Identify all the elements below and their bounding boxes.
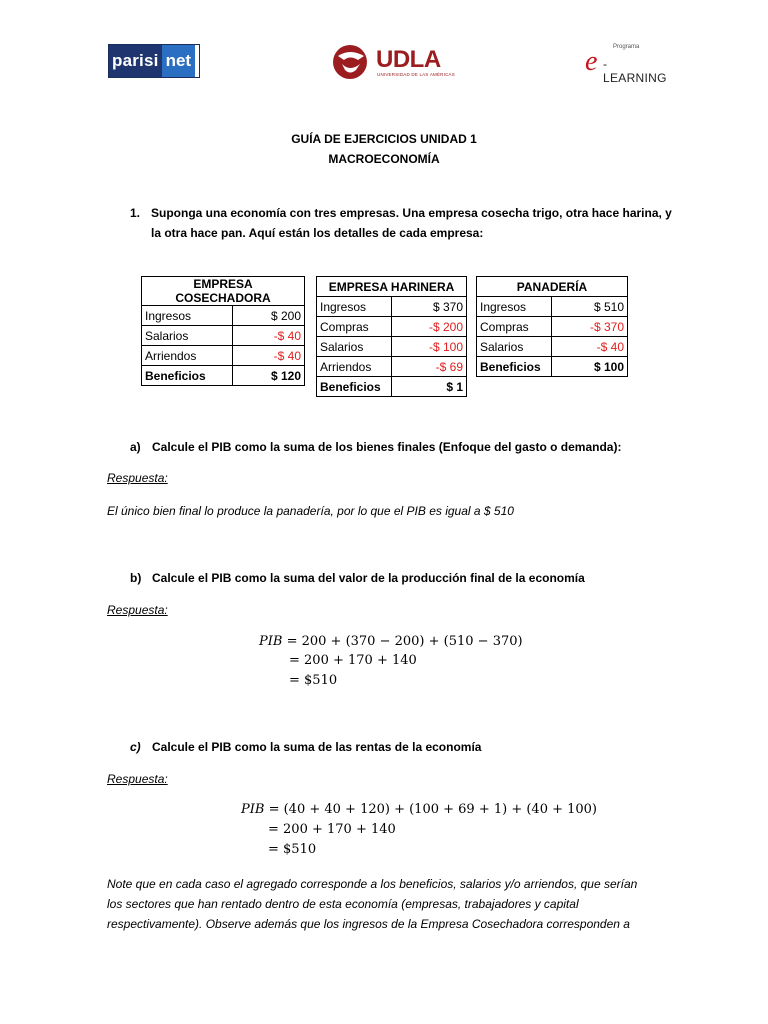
part-c-question: Calcule el PIB como la suma de las rentas de la economía bbox=[152, 740, 482, 754]
row-value: $ 120 bbox=[233, 366, 305, 386]
table-panaderia bbox=[476, 276, 628, 377]
table-row bbox=[317, 297, 467, 317]
part-b-equation-line1 bbox=[259, 634, 523, 649]
row-label: Beneficios bbox=[317, 377, 392, 397]
table-row bbox=[142, 326, 305, 346]
part-c-equation-line2: = 200 + 170 + 140 bbox=[268, 822, 396, 837]
equation-rhs: = (40 + 40 + 120) + (100 + 69 + 1) + (40 + 100) bbox=[264, 802, 598, 817]
part-b-question: Calcule el PIB como la suma del valor de la producción final de la economía bbox=[152, 571, 585, 585]
part-a-label: a) bbox=[130, 440, 141, 454]
net-logo-text: net bbox=[162, 45, 196, 77]
row-label: Arriendos bbox=[142, 346, 233, 366]
parisi-logo-text: parisi bbox=[109, 45, 162, 77]
elearning-program-label: Programa bbox=[613, 44, 640, 50]
table-row bbox=[142, 346, 305, 366]
row-label: Arriendos bbox=[317, 357, 392, 377]
udla-logo-word: UDLA bbox=[376, 46, 441, 73]
row-value: -$ 40 bbox=[552, 337, 628, 357]
table-header: EMPRESA COSECHADORA bbox=[142, 277, 305, 306]
table-row bbox=[477, 337, 628, 357]
table-header: PANADERÍA bbox=[477, 277, 628, 297]
question-number: 1. bbox=[130, 206, 141, 220]
row-value: $ 200 bbox=[233, 306, 305, 326]
row-value: -$ 69 bbox=[392, 357, 467, 377]
question-text-line2: la otra hace pan. Aquí están los detalles de cada empresa: bbox=[151, 226, 484, 240]
note-line3: respectivamente). Observe además que los ingresos de la Empresa Cosechadora corresponden a bbox=[107, 917, 630, 931]
table-row bbox=[317, 377, 467, 397]
row-label: Ingresos bbox=[477, 297, 552, 317]
pib-symbol: PIB bbox=[241, 802, 265, 817]
row-label: Salarios bbox=[142, 326, 233, 346]
part-b-equation-line2: = 200 + 170 + 140 bbox=[289, 653, 417, 668]
row-value: -$ 40 bbox=[233, 326, 305, 346]
row-label: Salarios bbox=[477, 337, 552, 357]
row-label: Salarios bbox=[317, 337, 392, 357]
part-b-answer-label: Respuesta: bbox=[107, 603, 168, 617]
row-value: -$ 40 bbox=[233, 346, 305, 366]
part-c-answer-label: Respuesta: bbox=[107, 772, 168, 786]
table-row bbox=[317, 317, 467, 337]
table-row bbox=[142, 366, 305, 386]
row-value: -$ 370 bbox=[552, 317, 628, 337]
document-title: GUÍA DE EJERCICIOS UNIDAD 1 bbox=[291, 132, 477, 146]
row-label: Compras bbox=[317, 317, 392, 337]
table-row bbox=[477, 297, 628, 317]
part-b-equation-line3: = $510 bbox=[289, 673, 338, 688]
table-row bbox=[317, 337, 467, 357]
table-header: EMPRESA HARINERA bbox=[317, 277, 467, 297]
row-label: Compras bbox=[477, 317, 552, 337]
table-row bbox=[477, 317, 628, 337]
elearning-e-letter: e bbox=[585, 46, 598, 77]
row-label: Beneficios bbox=[477, 357, 552, 377]
row-value: -$ 100 bbox=[392, 337, 467, 357]
row-value: $ 370 bbox=[392, 297, 467, 317]
part-a-question: Calcule el PIB como la suma de los bienes finales (Enfoque del gasto o demanda): bbox=[152, 440, 622, 454]
row-label: Beneficios bbox=[142, 366, 233, 386]
udla-logo bbox=[332, 44, 455, 80]
table-row bbox=[477, 357, 628, 377]
equation-rhs: = 200 + (370 − 200) + (510 − 370) bbox=[282, 634, 523, 649]
table-row bbox=[317, 357, 467, 377]
elearning-logo bbox=[585, 44, 667, 85]
row-value: $ 1 bbox=[392, 377, 467, 397]
parisinet-logo bbox=[108, 44, 200, 78]
row-label: Ingresos bbox=[317, 297, 392, 317]
part-a-answer: El único bien final lo produce la panadería, por lo que el PIB es igual a $ 510 bbox=[107, 504, 514, 518]
table-empresa-harinera bbox=[316, 276, 467, 397]
note-line1: Note que en cada caso el agregado corresponde a los beneficios, salarios y/o arriendos, que serían bbox=[107, 877, 638, 891]
udla-logo-tagline: UNIVERSIDAD DE LAS AMÉRICAS bbox=[377, 72, 455, 77]
row-value: $ 100 bbox=[552, 357, 628, 377]
elearning-word: -LEARNING bbox=[603, 57, 667, 85]
part-c-label: c) bbox=[130, 740, 141, 754]
table-row bbox=[142, 306, 305, 326]
part-c-equation-line1 bbox=[241, 802, 597, 817]
row-value: -$ 200 bbox=[392, 317, 467, 337]
document-subtitle: MACROECONOMÍA bbox=[328, 152, 440, 166]
part-b-label: b) bbox=[130, 571, 142, 585]
row-label: Ingresos bbox=[142, 306, 233, 326]
part-c-equation-line3: = $510 bbox=[268, 842, 317, 857]
pib-symbol: PIB bbox=[259, 634, 283, 649]
note-line2: los sectores que han rentado dentro de esta economía (empresas, trabajadores y capital bbox=[107, 897, 579, 911]
udla-emblem-icon bbox=[332, 44, 372, 80]
row-value: $ 510 bbox=[552, 297, 628, 317]
table-empresa-cosechadora bbox=[141, 276, 305, 386]
question-text-line1: Suponga una economía con tres empresas. Una empresa cosecha trigo, otra hace harina, y bbox=[151, 206, 672, 220]
part-a-answer-label: Respuesta: bbox=[107, 471, 168, 485]
